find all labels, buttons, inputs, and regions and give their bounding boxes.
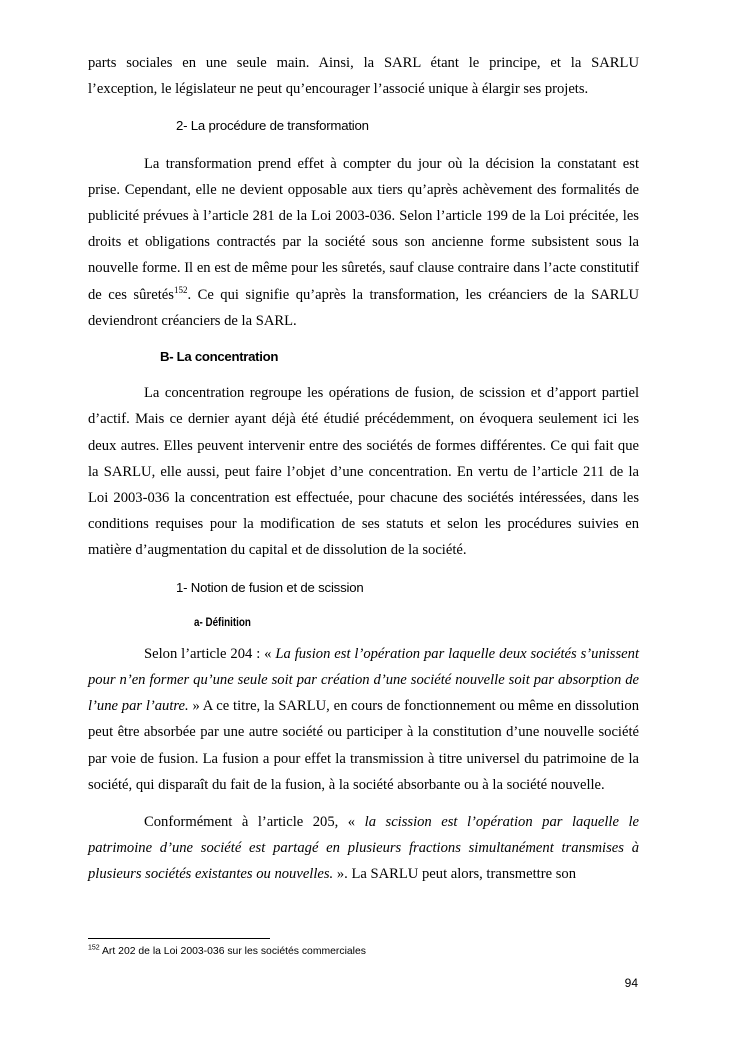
paragraph-transformation [88,151,639,334]
paragraph-fusion [88,641,639,798]
document-page [88,50,639,888]
quote-scission: la scission est l’opération par laquelle le patrimoine d’une société est partagé en plusieurs fractions simultanément transmises à plusieurs sociétés existantes ou nouvelles. [88,814,640,883]
heading-transformation-procedure: 2- La procédure de transformation [176,118,369,134]
quote-fusion: La fusion est l’opération par laquelle deux sociétés s’unissent pour n’en former qu’une seule soit par création d’une société nouvelle soit par absorption de l’une par l’autre. [88,645,639,715]
footnote [88,946,366,957]
footnote-text: Art 202 de la Loi 2003-036 sur les sociétés commerciales [99,946,366,957]
paragraph-scission [88,809,639,888]
paragraph-text: Conformément à l’article 205, « [144,814,365,831]
paragraph-text: » A ce titre, la SARLU, en cours de fonctionnement ou même en dissolution peut être absorbée par une autre société ou participer à la constitution d’une nouvelle société par voie de fusion. La fusion a pour effet la transmission à titre universel du patrimoine de la société, qui disparaît du fait de la fusion, à la société absorbante ou à la société nouvelle. [88,698,640,793]
paragraph-text: . Ce qui signifie qu’après la transformation, les créanciers de la SARLU deviendront créanciers de la SARL. [88,286,639,329]
paragraph-line: l’exception, le législateur ne peut qu’encourager l’associé unique à élargir ses projets. [88,81,589,98]
footnote-ref: 152 [173,284,188,295]
paragraph-text: La transformation prend effet à compter du jour où la décision la constatant est prise. Cependant, elle ne devient opposable aux tiers qu’après achèvement des formalités de publicité prévues à l’article 281 de la Loi 2003-036. Selon l’article 199 de la Loi précitée, les droits et obligations contractés par la société sous son ancienne forme subsistent sous la nouvelle forme. Il en est de même pour les sûretés, sauf clause contraire dans l’acte constitutif de ces sûretés [88,155,639,303]
paragraph-continuation [88,50,639,102]
footnote-divider [88,938,270,939]
paragraph-concentration: La concentration regroupe les opérations de fusion, de scission et d’apport partiel d’actif. Mais ce dernier ayant déjà été étudié précédemment, on évoquera seulement ici les deux autres. Elles peuvent intervenir entre des sociétés de formes différentes. Ce qui fait que la SARLU, elle aussi, peut faire l’objet d’une concentration. En vertu de l’article 211 de la Loi 2003-036 la concentration est effectuée, pour chacune des sociétés intéressées, dans les conditions requises pour la modification de ses statuts et selon les procédures suivies en matière d’augmentation du capital et de dissolution de la société. [88,385,639,559]
heading-definition: a- Définition [194,614,251,629]
paragraph-text: ». La SARLU peut alors, transmettre son [333,866,576,883]
paragraph-text: Selon l’article 204 : « [144,645,276,662]
heading-fusion-scission: 1- Notion de fusion et de scission [176,579,364,595]
heading-definition-wrap [194,612,639,632]
page-number: 94 [624,976,638,990]
heading-concentration: B- La concentration [160,349,279,365]
paragraph-line: parts sociales en une seule main. Ainsi, la SARL étant le principe, et la SARLU [88,55,639,71]
footnote-number: 152 [88,944,100,952]
